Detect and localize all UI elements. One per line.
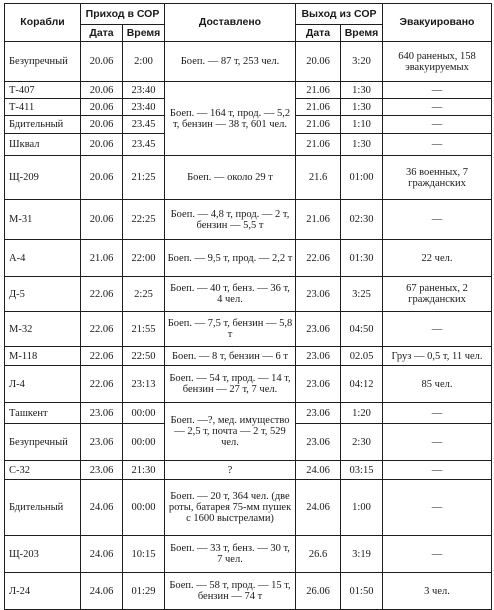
evacuated: 3 чел. — [383, 573, 492, 610]
ship-name: Т-411 — [5, 99, 81, 116]
table-row — [5, 240, 492, 277]
departure-date: 26.6 — [296, 536, 341, 573]
arrival-time: 2:00 — [123, 42, 165, 82]
arrival-date: 20.06 — [81, 82, 123, 99]
table-row — [5, 536, 492, 573]
departure-time: 02:30 — [341, 200, 383, 240]
table-row — [5, 461, 492, 480]
evacuated: — — [383, 82, 492, 99]
header-delivered: Доставлено — [165, 4, 296, 42]
arrival-date: 23.06 — [81, 424, 123, 461]
departure-date: 23.06 — [296, 366, 341, 403]
arrival-time: 22:00 — [123, 240, 165, 277]
evacuated: 67 раненых, 2 гражданских — [383, 277, 492, 312]
departure-date: 24.06 — [296, 480, 341, 536]
ship-name: Бдительный — [5, 116, 81, 134]
delivered-cargo: ? — [165, 461, 296, 480]
departure-date: 23.06 — [296, 403, 341, 424]
table-row — [5, 156, 492, 200]
arrival-time: 23.45 — [123, 134, 165, 156]
ship-name: Безупречный — [5, 42, 81, 82]
arrival-date: 20.06 — [81, 116, 123, 134]
ship-name: Щ-209 — [5, 156, 81, 200]
ship-name: Т-407 — [5, 82, 81, 99]
delivered-cargo: Боеп. — 8 т, бензин — 6 т — [165, 347, 296, 366]
departure-date: 23.06 — [296, 347, 341, 366]
departure-date: 21.6 — [296, 156, 341, 200]
delivered-cargo: Боеп. — 87 т, 253 чел. — [165, 42, 296, 82]
arrival-date: 21.06 — [81, 240, 123, 277]
delivered-cargo: Боеп. — 20 т, 364 чел. (две роты, батарея 75-мм пушек с 1600 выстрелами) — [165, 480, 296, 536]
arrival-time: 01:29 — [123, 573, 165, 610]
ship-name: Л-4 — [5, 366, 81, 403]
ship-name: Ташкент — [5, 403, 81, 424]
table-row — [5, 403, 492, 424]
arrival-time: 23.45 — [123, 116, 165, 134]
header-evacuated: Эвакуировано — [383, 4, 492, 42]
ship-name: М-32 — [5, 312, 81, 347]
delivered-cargo: Боеп. — 54 т, прод. — 14 т, бензин — 27 т, 7 чел. — [165, 366, 296, 403]
departure-date: 21.06 — [296, 134, 341, 156]
delivered-cargo: Боеп. — 58 т, прод. — 15 т, бензин — 74 т — [165, 573, 296, 610]
departure-time: 3:25 — [341, 277, 383, 312]
departure-time: 04:12 — [341, 366, 383, 403]
departure-date: 21.06 — [296, 82, 341, 99]
evacuated: 640 раненых, 158 эвакуируемых — [383, 42, 492, 82]
arrival-date: 23.06 — [81, 461, 123, 480]
evacuated: — — [383, 536, 492, 573]
departure-date: 26.06 — [296, 573, 341, 610]
evacuated: — — [383, 116, 492, 134]
arrival-time: 00:00 — [123, 424, 165, 461]
arrival-time: 23:13 — [123, 366, 165, 403]
evacuated: — — [383, 134, 492, 156]
departure-time: 3:19 — [341, 536, 383, 573]
arrival-date: 20.06 — [81, 156, 123, 200]
departure-time: 04:50 — [341, 312, 383, 347]
departure-time: 02.05 — [341, 347, 383, 366]
departure-date: 22.06 — [296, 240, 341, 277]
table-row — [5, 480, 492, 536]
evacuated: 85 чел. — [383, 366, 492, 403]
departure-date: 21.06 — [296, 200, 341, 240]
arrival-time: 21:30 — [123, 461, 165, 480]
departure-time: 01:30 — [341, 240, 383, 277]
departure-time: 1:10 — [341, 116, 383, 134]
ship-name: Щ-203 — [5, 536, 81, 573]
evacuated: — — [383, 403, 492, 424]
evacuated: — — [383, 312, 492, 347]
header-arrival-time: Время — [123, 25, 165, 42]
evacuated: — — [383, 99, 492, 116]
delivered-cargo: Боеп. — 7,5 т, бензин — 5,8 т — [165, 312, 296, 347]
table-row — [5, 312, 492, 347]
arrival-date: 24.06 — [81, 536, 123, 573]
header-departure-date: Дата — [296, 25, 341, 42]
convoy-table — [4, 3, 492, 610]
arrival-time: 2:25 — [123, 277, 165, 312]
arrival-date: 24.06 — [81, 573, 123, 610]
arrival-time: 00:00 — [123, 480, 165, 536]
arrival-date: 23.06 — [81, 403, 123, 424]
arrival-date: 22.06 — [81, 277, 123, 312]
arrival-time: 23:40 — [123, 82, 165, 99]
departure-time: 01:00 — [341, 156, 383, 200]
table-row — [5, 366, 492, 403]
header-ships: Корабли — [5, 4, 81, 42]
arrival-date: 20.06 — [81, 200, 123, 240]
departure-date: 24.06 — [296, 461, 341, 480]
ship-name: М-118 — [5, 347, 81, 366]
delivered-cargo: Боеп. — 33 т, бенз. — 30 т, 7 чел. — [165, 536, 296, 573]
departure-time: 01:50 — [341, 573, 383, 610]
departure-time: 1:00 — [341, 480, 383, 536]
arrival-time: 22:25 — [123, 200, 165, 240]
table-row — [5, 42, 492, 82]
departure-date: 20.06 — [296, 42, 341, 82]
table-row — [5, 277, 492, 312]
evacuated: — — [383, 461, 492, 480]
header-departure-time: Время — [341, 25, 383, 42]
departure-time: 03:15 — [341, 461, 383, 480]
ship-name: Шквал — [5, 134, 81, 156]
header-departure: Выход из СОР — [296, 4, 383, 25]
table-row — [5, 347, 492, 366]
evacuated: 36 военных, 7 гражданских — [383, 156, 492, 200]
delivered-cargo: Боеп. — около 29 т — [165, 156, 296, 200]
ship-name: М-31 — [5, 200, 81, 240]
header-arrival-date: Дата — [81, 25, 123, 42]
departure-time: 2:30 — [341, 424, 383, 461]
departure-time: 1:30 — [341, 82, 383, 99]
evacuated: — — [383, 424, 492, 461]
table-row — [5, 82, 492, 99]
departure-date: 21.06 — [296, 116, 341, 134]
arrival-time: 23:40 — [123, 99, 165, 116]
table-row — [5, 573, 492, 610]
departure-date: 21.06 — [296, 99, 341, 116]
delivered-cargo-merged: Боеп. —?, мед. имущество — 2,5 т, почта — 2 т, 529 чел. — [165, 403, 296, 461]
departure-date: 23.06 — [296, 312, 341, 347]
arrival-date: 20.06 — [81, 99, 123, 116]
delivered-cargo: Боеп. — 40 т, бенз. — 36 т, 4 чел. — [165, 277, 296, 312]
arrival-date: 22.06 — [81, 347, 123, 366]
evacuated: — — [383, 480, 492, 536]
evacuated: Груз — 0,5 т, 11 чел. — [383, 347, 492, 366]
evacuated: — — [383, 200, 492, 240]
departure-date: 23.06 — [296, 424, 341, 461]
ship-name: Д-5 — [5, 277, 81, 312]
evacuated: 22 чел. — [383, 240, 492, 277]
ship-name: С-32 — [5, 461, 81, 480]
arrival-date: 22.06 — [81, 366, 123, 403]
delivered-cargo: Боеп. — 9,5 т, прод. — 2,2 т — [165, 240, 296, 277]
ship-name: Безупречный — [5, 424, 81, 461]
delivered-cargo-merged: Боеп. — 164 т, прод. — 5,2 т, бензин — 38 т, 601 чел. — [165, 82, 296, 156]
arrival-date: 22.06 — [81, 312, 123, 347]
arrival-time: 22:50 — [123, 347, 165, 366]
ship-name: А-4 — [5, 240, 81, 277]
ship-name: Бдительный — [5, 480, 81, 536]
arrival-date: 20.06 — [81, 42, 123, 82]
arrival-date: 24.06 — [81, 480, 123, 536]
departure-time: 1:20 — [341, 403, 383, 424]
arrival-time: 21:55 — [123, 312, 165, 347]
arrival-time: 10:15 — [123, 536, 165, 573]
header-arrival: Приход в СОР — [81, 4, 165, 25]
departure-time: 1:30 — [341, 99, 383, 116]
ship-name: Л-24 — [5, 573, 81, 610]
arrival-time: 21:25 — [123, 156, 165, 200]
delivered-cargo: Боеп. — 4,8 т, прод. — 2 т, бензин — 5,5 т — [165, 200, 296, 240]
arrival-time: 00:00 — [123, 403, 165, 424]
departure-time: 3:20 — [341, 42, 383, 82]
arrival-date: 20.06 — [81, 134, 123, 156]
departure-date: 23.06 — [296, 277, 341, 312]
departure-time: 1:30 — [341, 134, 383, 156]
table-row — [5, 200, 492, 240]
